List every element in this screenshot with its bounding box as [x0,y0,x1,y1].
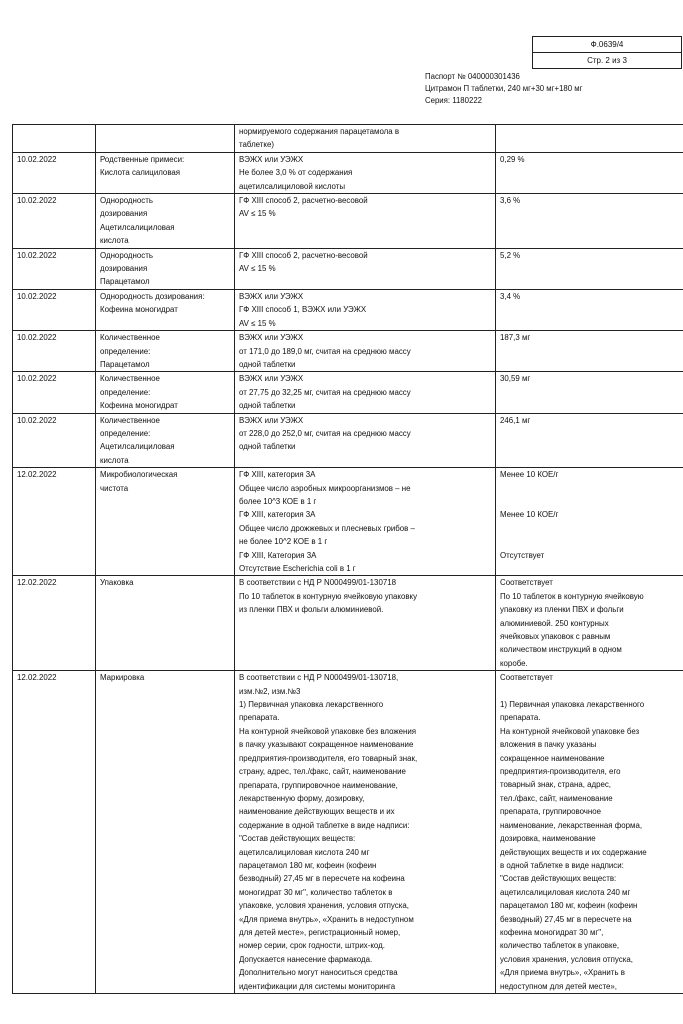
cell-method-requirement [235,152,496,193]
text-line: Однородность [100,250,153,260]
text-line: наименование действующих веществ и их [239,807,395,817]
text-line: Парацетамол [100,277,150,287]
text-line: ГФ XIII, категория 3А [239,470,316,480]
text-line: Отсутствие Escherichia coli в 1 г [239,564,356,573]
text-line: алюминиевой. 250 контурных [500,618,609,628]
text-line: кофеина моногидрат 30 мг", [500,927,604,937]
text-line: действующих веществ и их содержание [500,847,647,857]
text-line: препарата. [239,713,280,723]
text-line: 3,6 % [500,196,521,206]
text-line: 10.02.2022 [17,415,57,425]
form-info-box [532,36,682,69]
text-line: кислота [100,455,129,465]
cell-method-requirement [235,671,496,994]
cell-method-requirement [235,289,496,330]
text-line: безводный) 27,45 мг в пересчете на [500,914,632,924]
text-line: недоступном для детей месте», [500,981,617,991]
text-line: определение: [100,346,151,356]
cell-date [13,125,96,153]
text-line: 5,2 % [500,250,521,260]
text-line: одной таблетки [239,359,296,369]
text-line: 1) Первичная упаковка лекарственного [239,700,384,710]
results-table-body [13,125,683,994]
cell-method-requirement [235,194,496,249]
text-line: моногидрат 30 мг", количество таблеток в [239,887,393,897]
text-line: 3,4 % [500,291,521,301]
text-line: чистота [100,483,129,493]
product-name: Цитрамон П таблетки, 240 мг+30 мг+180 мг [425,84,583,93]
cell-test-name [96,671,235,994]
text-line: изм.№2, изм.№3 [239,686,301,696]
blank-line [500,522,683,535]
text-line: AV ≤ 15 % [239,264,276,274]
text-line: определение: [100,387,151,397]
text-line: «Для приема внутрь», «Хранить в [500,968,625,978]
series-number: Серия: 1180222 [425,96,482,105]
text-line: ВЭЖХ или УЭЖХ [239,374,304,384]
text-line: На контурной ячейковой упаковке без вложения [239,726,417,736]
text-line: от 228,0 до 252,0 мг, считая на среднюю массу [239,428,411,438]
blank-line [500,685,683,698]
text-line: ВЭЖХ или УЭЖХ [239,415,304,425]
text-line: Маркировка [100,673,145,683]
text-line: тел./факс, сайт, наименование [500,793,613,803]
table-row [13,468,683,576]
table-row [13,413,683,468]
text-line: AV ≤ 15 % [239,209,276,219]
text-line: препарата, группировочное наименование, [239,780,398,790]
text-line: 12.02.2022 [17,673,57,683]
text-line: парацетамол 180 мг, кофеин (кофеин [500,901,638,911]
text-line: более 10^3 КОЕ в 1 г [239,496,317,506]
text-line: Общее число аэробных микроорганизмов – не [239,483,411,493]
blank-line [500,535,683,548]
text-line: ячейковых упаковок с равным [500,632,611,642]
text-line: 246,1 мг [500,415,531,425]
text-line: Кофеина моногидрат [100,401,178,411]
text-line: дозирования [100,264,148,274]
table-row [13,125,683,153]
text-line: Однородность [100,196,153,206]
cell-result [496,152,683,193]
text-line: Количественное [100,415,160,425]
text-line: упаковку из пленки ПВХ и фольги [500,605,624,615]
text-line: Ацетилсалициловая [100,442,175,452]
text-line: "Состав действующих веществ: [500,874,617,884]
text-line: 12.02.2022 [17,578,57,588]
text-line: предприятия-производителя, его [500,767,621,777]
cell-method-requirement [235,468,496,576]
text-line: На контурной ячейковой упаковке без [500,726,640,736]
cell-test-name [96,331,235,372]
cell-result [496,671,683,994]
cell-result [496,413,683,468]
table-row [13,152,683,193]
text-line: ВЭЖХ или УЭЖХ [239,291,304,301]
cell-test-name [96,194,235,249]
text-line: 0,29 % [500,154,525,164]
text-line: предприятия-производителя, его товарный знак, [239,753,418,763]
text-line: ВЭЖХ или УЭЖХ [239,333,304,343]
text-line: 10.02.2022 [17,291,57,301]
text-line: ГФ XIII способ 2, расчетно-весовой [239,250,368,260]
table-row [13,289,683,330]
text-line: содержание в одной таблетке в виде надписи: [239,820,410,830]
text-line: ГФ XIII способ 1, ВЭЖХ или УЭЖХ [239,305,367,315]
text-line: 12.02.2022 [17,470,57,480]
text-line: Кислота салициловая [100,168,181,178]
table-row [13,248,683,289]
text-line: дозирования [100,209,148,219]
text-line: 30,59 мг [500,374,531,384]
cell-test-name [96,413,235,468]
text-line: "Состав действующих веществ: [239,834,356,844]
table-row [13,671,683,994]
cell-date [13,331,96,372]
text-line: Соответствует [500,578,553,588]
cell-date [13,413,96,468]
text-line: не более 10^2 КОЕ в 1 г [239,537,328,547]
text-line: одной таблетки [239,401,296,411]
blank-line [500,495,683,508]
text-line: препарата. [500,713,541,723]
text-line: ацетилсалициловой кислоты [239,181,346,191]
text-line: идентификации для системы мониторинга [239,981,396,991]
cell-method-requirement [235,125,496,153]
cell-date [13,194,96,249]
text-line: 1) Первичная упаковка лекарственного [500,700,645,710]
text-line: «Для приема внутрь», «Хранить в недоступном [239,914,414,924]
cell-test-name [96,468,235,576]
form-number: Ф.0639/4 [590,40,624,49]
table-row [13,576,683,671]
cell-method-requirement [235,331,496,372]
passport-number: Паспорт № 040000301436 [425,72,520,81]
text-line: Микробиологическая [100,470,178,480]
cell-method-requirement [235,576,496,671]
cell-result [496,468,683,576]
cell-method-requirement [235,372,496,413]
cell-result [496,125,683,153]
text-line: Соответствует [500,673,553,683]
text-line: лекарственную форму, дозировку, [239,793,365,803]
cell-date [13,152,96,193]
cell-date [13,248,96,289]
text-line: ГФ XIII способ 2, расчетно-весовой [239,196,368,206]
text-line: Не более 3,0 % от содержания [239,168,353,178]
text-line: от 171,0 до 189,0 мг, считая на среднюю массу [239,346,411,356]
text-line: из пленки ПВХ и фольги алюминиевой. [239,605,384,615]
text-line: ГФ XIII, Категория 3А [239,550,317,560]
text-line: В соответствии с НД Р N000499/01-130718, [239,673,399,683]
text-line: дозировка, наименование [500,834,596,844]
cell-test-name [96,289,235,330]
text-line: ацетилсалициловая кислота 240 мг [500,887,631,897]
text-line: Родственные примеси: [100,154,185,164]
text-line: кислота [100,236,129,246]
cell-test-name [96,125,235,153]
text-line: количеством инструкций в одном [500,645,622,655]
text-line: Ацетилсалициловая [100,222,175,232]
text-line: коробе. [500,658,528,668]
text-line: определение: [100,428,151,438]
cell-test-name [96,372,235,413]
cell-result [496,289,683,330]
text-line: Однородность дозирования: [100,291,205,301]
text-line: номер серии, срок годности, штрих-код. [239,941,385,951]
text-line: одной таблетки [239,442,296,452]
text-line: Общее число дрожжевых и плесневых грибов – [239,523,415,533]
text-line: Отсутствует [500,550,545,560]
cell-result [496,331,683,372]
cell-date [13,468,96,576]
cell-test-name [96,248,235,289]
text-line: в одной таблетке в виде надписи: [500,860,624,870]
text-line: AV ≤ 15 % [239,318,276,328]
table-row [13,331,683,372]
text-line: Допускается нанесение фармакода. [239,954,373,964]
text-line: от 27,75 до 32,25 мг, считая на среднюю массу [239,387,411,397]
results-table [12,124,683,994]
text-line: Дополнительно могут наноситься средства [239,968,398,978]
text-line: Менее 10 КОЕ/г [500,510,559,520]
text-line: страну, адрес, тел./факс, сайт, наименование [239,767,406,777]
text-line: наименование, лекарственная форма, [500,820,643,830]
blank-line [500,482,683,495]
cell-result [496,194,683,249]
cell-method-requirement [235,413,496,468]
text-line: 10.02.2022 [17,154,57,164]
text-line: безводный) 27,45 мг в пересчете на кофеина [239,874,405,884]
text-line: 10.02.2022 [17,333,57,343]
text-line: По 10 таблеток в контурную ячейковую [500,591,644,601]
cell-test-name [96,576,235,671]
text-line: парацетамол 180 мг, кофеин (кофеин [239,860,377,870]
text-line: условия хранения, условия отпуска, [500,954,633,964]
text-line: Количественное [100,374,160,384]
text-line: Парацетамол [100,359,150,369]
text-line: Менее 10 КОЕ/г [500,470,559,480]
cell-date [13,289,96,330]
text-line: для детей месте», регистрационный номер, [239,927,401,937]
cell-result [496,372,683,413]
text-line: ацетилсалициловая кислота 240 мг [239,847,370,857]
table-row [13,372,683,413]
text-line: 10.02.2022 [17,196,57,206]
text-line: ГФ XIII, категория 3А [239,510,316,520]
table-row [13,194,683,249]
text-line: таблетке) [239,140,274,150]
text-line: упаковке, условия хранения, условия отпуска, [239,901,409,911]
text-line: 187,3 мг [500,333,531,343]
page-number: Стр. 2 из 3 [533,52,681,68]
text-line: 10.02.2022 [17,374,57,384]
cell-test-name [96,152,235,193]
cell-method-requirement [235,248,496,289]
cell-date [13,372,96,413]
text-line: нормируемого содержания парацетамола в [239,127,400,136]
text-line: сокращенное наименование [500,753,605,763]
text-line: Упаковка [100,578,134,588]
text-line: По 10 таблеток в контурную ячейковую упаковку [239,591,418,601]
cell-date [13,671,96,994]
text-line: препарата, группировочное [500,807,602,817]
text-line: товарный знак, страна, адрес, [500,780,611,790]
text-line: вложения в пачку указаны [500,740,597,750]
text-line: в пачку указывают сокращенное наименование [239,740,414,750]
text-line: 10.02.2022 [17,250,57,260]
text-line: В соответствии с НД Р N000499/01-130718 [239,578,397,588]
text-line: Кофеина моногидрат [100,305,178,315]
cell-date [13,576,96,671]
cell-result [496,576,683,671]
passport-header [425,71,582,107]
text-line: Количественное [100,333,160,343]
text-line: количество таблеток в упаковке, [500,941,620,951]
cell-result [496,248,683,289]
text-line: ВЭЖХ или УЭЖХ [239,154,304,164]
